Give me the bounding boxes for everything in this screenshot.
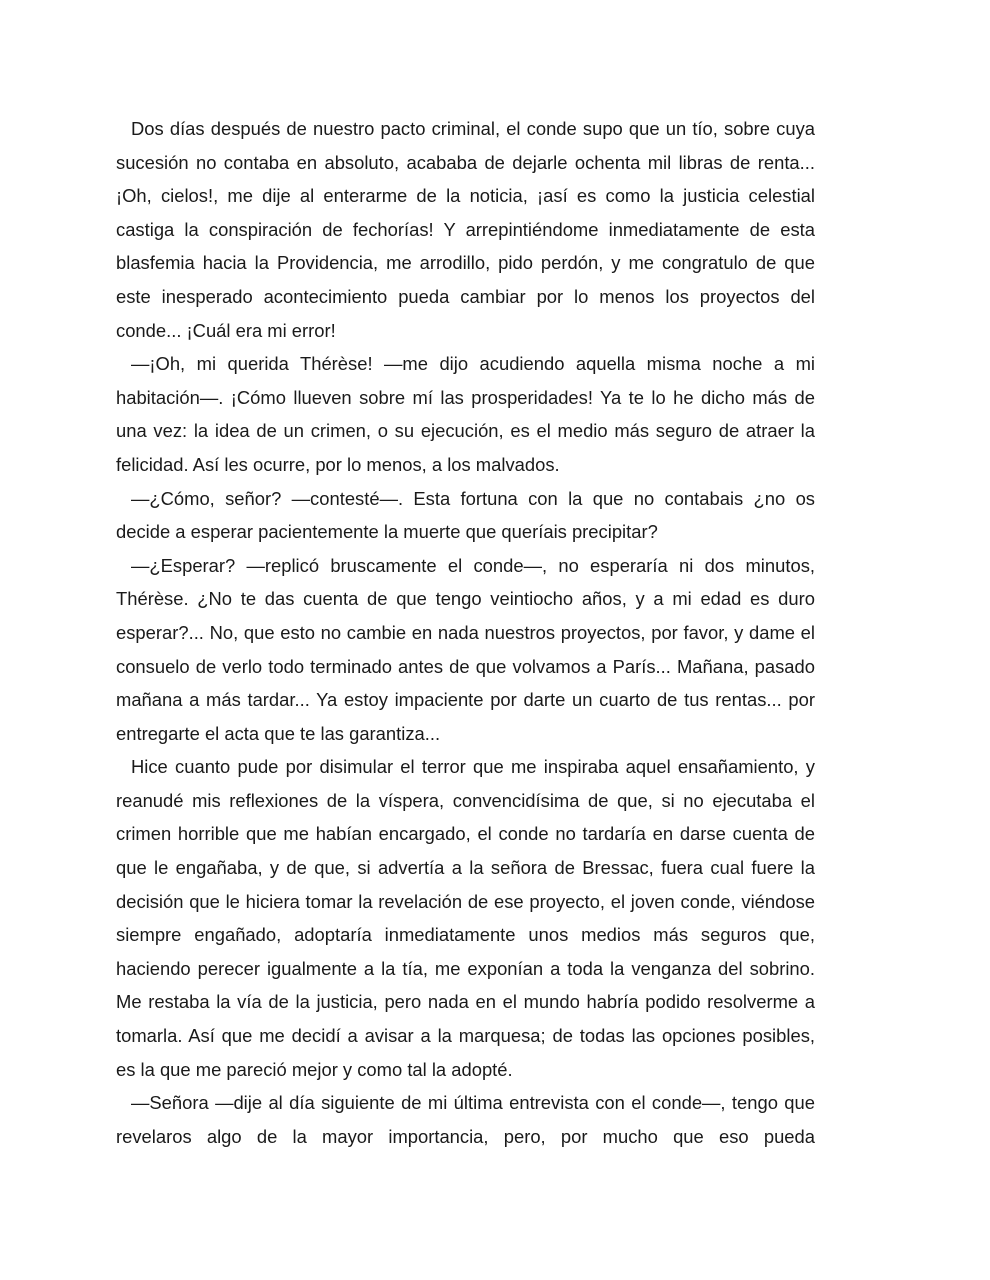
paragraph-2: —¡Oh, mi querida Thérèse! —me dijo acudiendo aquella misma noche a mi habitación—. ¡Cómo llueven sobre mí las prosperidades! Ya te lo he dicho más de una vez: la idea de un crimen, o su ejecución, es el medio más seguro de atraer la felicidad. Así les ocurre, por lo menos, a los malvados. [116, 353, 815, 475]
document-page [116, 112, 815, 1153]
paragraph-5: Hice cuanto pude por disimular el terror que me inspiraba aquel ensañamiento, y reanudé mis reflexiones de la víspera, convencidísima de que, si no ejecutaba el crimen horrible que me habían encargado, el conde no tardaría en darse cuenta de que le engañaba, y de que, si advertía a la señora de Bressac, fuera cual fuere la decisión que le hiciera tomar la revelación de ese proyecto, el joven conde, viéndose siempre engañado, adoptaría inmediatamente unos medios más seguros que, haciendo perecer igualmente a la tía, me exponían a toda la venganza del sobrino. Me restaba la vía de la justicia, pero nada en el mundo habría podido resolverme a tomarla. Así que me decidí a avisar a la marquesa; de todas las opciones posibles, es la que me pareció mejor y como tal la adopté. [116, 756, 815, 1080]
paragraph-1: Dos días después de nuestro pacto criminal, el conde supo que un tío, sobre cuya sucesión no contaba en absoluto, acababa de dejarle ochenta mil libras de renta... ¡Oh, cielos!, me dije al enterarme de la noticia, ¡así es como la justicia celestial castiga la conspiración de fechorías! Y arrepintiéndome inmediatamente de esta blasfemia hacia la Providencia, me arrodillo, pido perdón, y me congratulo de que este inesperado acontecimiento pueda cambiar por lo menos los proyectos del conde... ¡Cuál era mi error! [116, 118, 815, 341]
paragraph-3: —¿Cómo, señor? —contesté—. Esta fortuna con la que no contabais ¿no os decide a esperar pacientemente la muerte que queríais precipitar? [116, 487, 815, 543]
paragraph-4: —¿Esperar? —replicó bruscamente el conde—, no esperaría ni dos minutos, Thérèse. ¿No te das cuenta de que tengo veintiocho años, y a mi edad es duro esperar?... No, que esto no cambie en nada nuestros proyectos, por favor, y dame el consuelo de verlo todo terminado antes de que volvamos a París... Mañana, pasado mañana a más tardar... Ya estoy impaciente por darte un cuarto de tus rentas... por entregarte el acta que te las garantiza... [116, 554, 815, 744]
paragraph-6: —Señora —dije al día siguiente de mi última entrevista con el conde—, tengo que revelaros algo de la mayor importancia, pero, por mucho que eso pueda [116, 1092, 815, 1147]
